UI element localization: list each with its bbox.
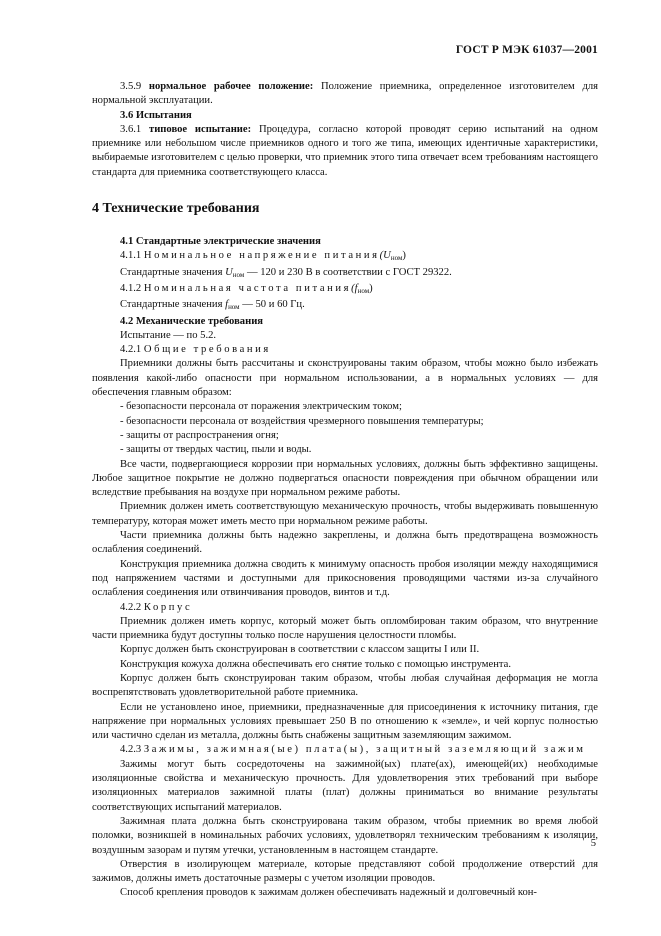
paragraph-4-1-1 [92,249,598,265]
paragraph-terminals-1: Зажимы могут быть сосредоточены на зажимной(ых) плате(ах), имеющей(их) необходимые изоляционные свойства и механическую прочность. Для удовлетворения этих требований при выборе изоляционных материалов зажимной платы (плат) должны приниматься во внимание результаты соответствующих испытаний материалов. [92,758,598,813]
subscript: ном [232,270,245,279]
subscript: ном [390,254,403,263]
paragraph-terminals-4: Способ крепления проводов к зажимам должен обеспечивать надежный и долговечный кон- [120,887,537,899]
clause-number: 4.2.2 [120,601,142,613]
paragraph-frequency-values [92,298,598,314]
clause-title: Зажимы, зажимная(ые) плата(ы), защитный заземляющий зажим [143,744,586,756]
paragraph-test-ref: Испытание — по 5.2. [120,329,217,341]
paragraph-4-1-2 [92,282,598,298]
paragraph-strength: Приемник должен иметь соответствующую механическую прочность, чтобы выдерживать повышенную температуру, которая может иметь место при нормальном режиме работы. [92,501,598,527]
page-number: 5 [590,838,596,849]
clause-number: 4.1.2 [120,282,142,294]
page-header: ГОСТ Р МЭК 61037—2001 [455,44,598,56]
clause-title: Номинальное напряжение питания [143,250,380,262]
paragraph-design: Конструкция приемника должна сводить к минимуму опасность пробоя изоляции между находящимися под напряжением частями и доступными для прикосновения проводящими частями из-за случайного ослабления соединения или отвинчивания проводов, винтов и т.д. [92,558,598,599]
clause-title: Номинальная частота питания [143,282,352,294]
text: Стандартные значения [120,299,223,311]
term: типовое испытание: [149,123,252,135]
heading-4-2: 4.2 Механические требования [120,315,264,327]
paragraph-3-6-1 [92,123,598,180]
clause-number: 4.2.1 [120,344,142,356]
paragraph-case-1: Приемник должен иметь корпус, который может быть опломбирован таким образом, что внутренние части приемника будут доступны только после нарушения целостности пломбы. [92,615,598,642]
term: нормальное рабочее положение: [148,81,314,92]
clause-number: 3.5.9 [120,81,142,92]
document-body [92,80,598,901]
text: Стандартные значения [120,266,223,278]
clause-title: Корпус [143,601,193,613]
paragraph-terminals-2: Зажимная плата должна быть сконструирована таким образом, чтобы приемник во время любой поломки, возникшей в номинальных рабочих условиях, удовлетворял техническим требованиям к изоляции, воздушным зазорам и путям утечки, установленным в настоящем стандарте. [92,815,598,856]
paragraph-case-2: Корпус должен быть сконструирован в соответствии с классом защиты I или II. [120,644,480,656]
list-item: - защиты от распространения огня; [120,429,279,441]
paragraph-4-2-3 [92,743,598,757]
list-item: - безопасности персонала от поражения электрическим током; [120,401,402,413]
subscript: ном [228,303,240,312]
paragraph-voltage-values [92,266,598,282]
symbol-close: ) [369,282,373,294]
paragraph-case-3: Конструкция кожуха должна обеспечивать его снятие только с помощью инструмента. [120,658,511,670]
symbol: f [225,299,229,311]
text: — 50 и 60 Гц. [242,299,305,311]
heading-3-6: 3.6 Испытания [120,109,192,121]
heading-4-1: 4.1 Стандартные электрические значения [120,236,321,248]
symbol: (f [351,282,358,294]
paragraph-4-2-2 [92,601,598,615]
clause-number: 4.2.3 [120,744,142,756]
clause-number: 3.6.1 [120,123,142,135]
paragraph-4-2-1 [92,343,598,357]
definition: Положение приемника, определенное изготовителем для нормальной эксплуатации. [92,81,599,107]
symbol: U [225,266,233,278]
paragraph-terminals-3: Отверстия в изолирующем материале, которые представляют собой продолжение отверстий для зажимов, должны иметь достаточные размеры с учетом изоляции проводов. [92,858,598,885]
clause-number: 4.1.1 [120,250,142,262]
heading-section-4: 4 Технические требования [92,201,260,217]
symbol-close: ) [402,250,406,262]
paragraph-case-5: Если не установлено иное, приемники, предназначенные для присоединения к источнику питания, где напряжение при нормальных условиях превышает 250 В по отношению к «земле», и чей корпус полностью или частично сделан из металла, должны быть снабжены защитным заземляющим зажимом. [92,701,598,742]
paragraph-case-4: Корпус должен быть сконструирован таким образом, чтобы любая случайная деформация не могла воспрепятствовать удовлетворительной работе приемника. [92,672,598,699]
subscript: ном [357,286,370,295]
clause-title: Общие требования [143,344,271,356]
symbol: (U [379,250,391,262]
paragraph-general: Приемники должны быть рассчитаны и сконструированы таким образом, чтобы можно было избежать появления какой-либо опасности при нормальном использовании, а в нормальных условиях — для обеспечения главным образом: [92,358,598,399]
definition: Процедура, согласно которой проводят серию испытаний на одном приемнике или небольшом числе приемников одного и того же типа, имеющих идентичные характеристики, выбираемые изготовителем с целью проверки, что приемник этого типа отвечает всем требованиям настоящего стандарта для приемника соответствующего класса. [92,123,599,178]
text: — 120 и 230 В в соответствии с ГОСТ 29322. [246,266,452,278]
list-item: - безопасности персонала от воздействия чрезмерного повышения температуры; [120,415,484,427]
list-item: - защиты от твердых частиц, пыли и воды. [120,444,312,456]
paragraph-3-5-9 [92,80,598,109]
paragraph-fixing: Части приемника должны быть надежно закреплены, и должна быть предотвращена возможность ослабления соединений. [92,530,598,556]
paragraph-corrosion: Все части, подвергающиеся коррозии при нормальных условиях, должны быть эффективно защищены. Любое защитное покрытие не должно подвергаться опасности повреждения при обычном обращении или вследствие пребывания на воздухе при нормальном режиме работы. [92,458,598,499]
